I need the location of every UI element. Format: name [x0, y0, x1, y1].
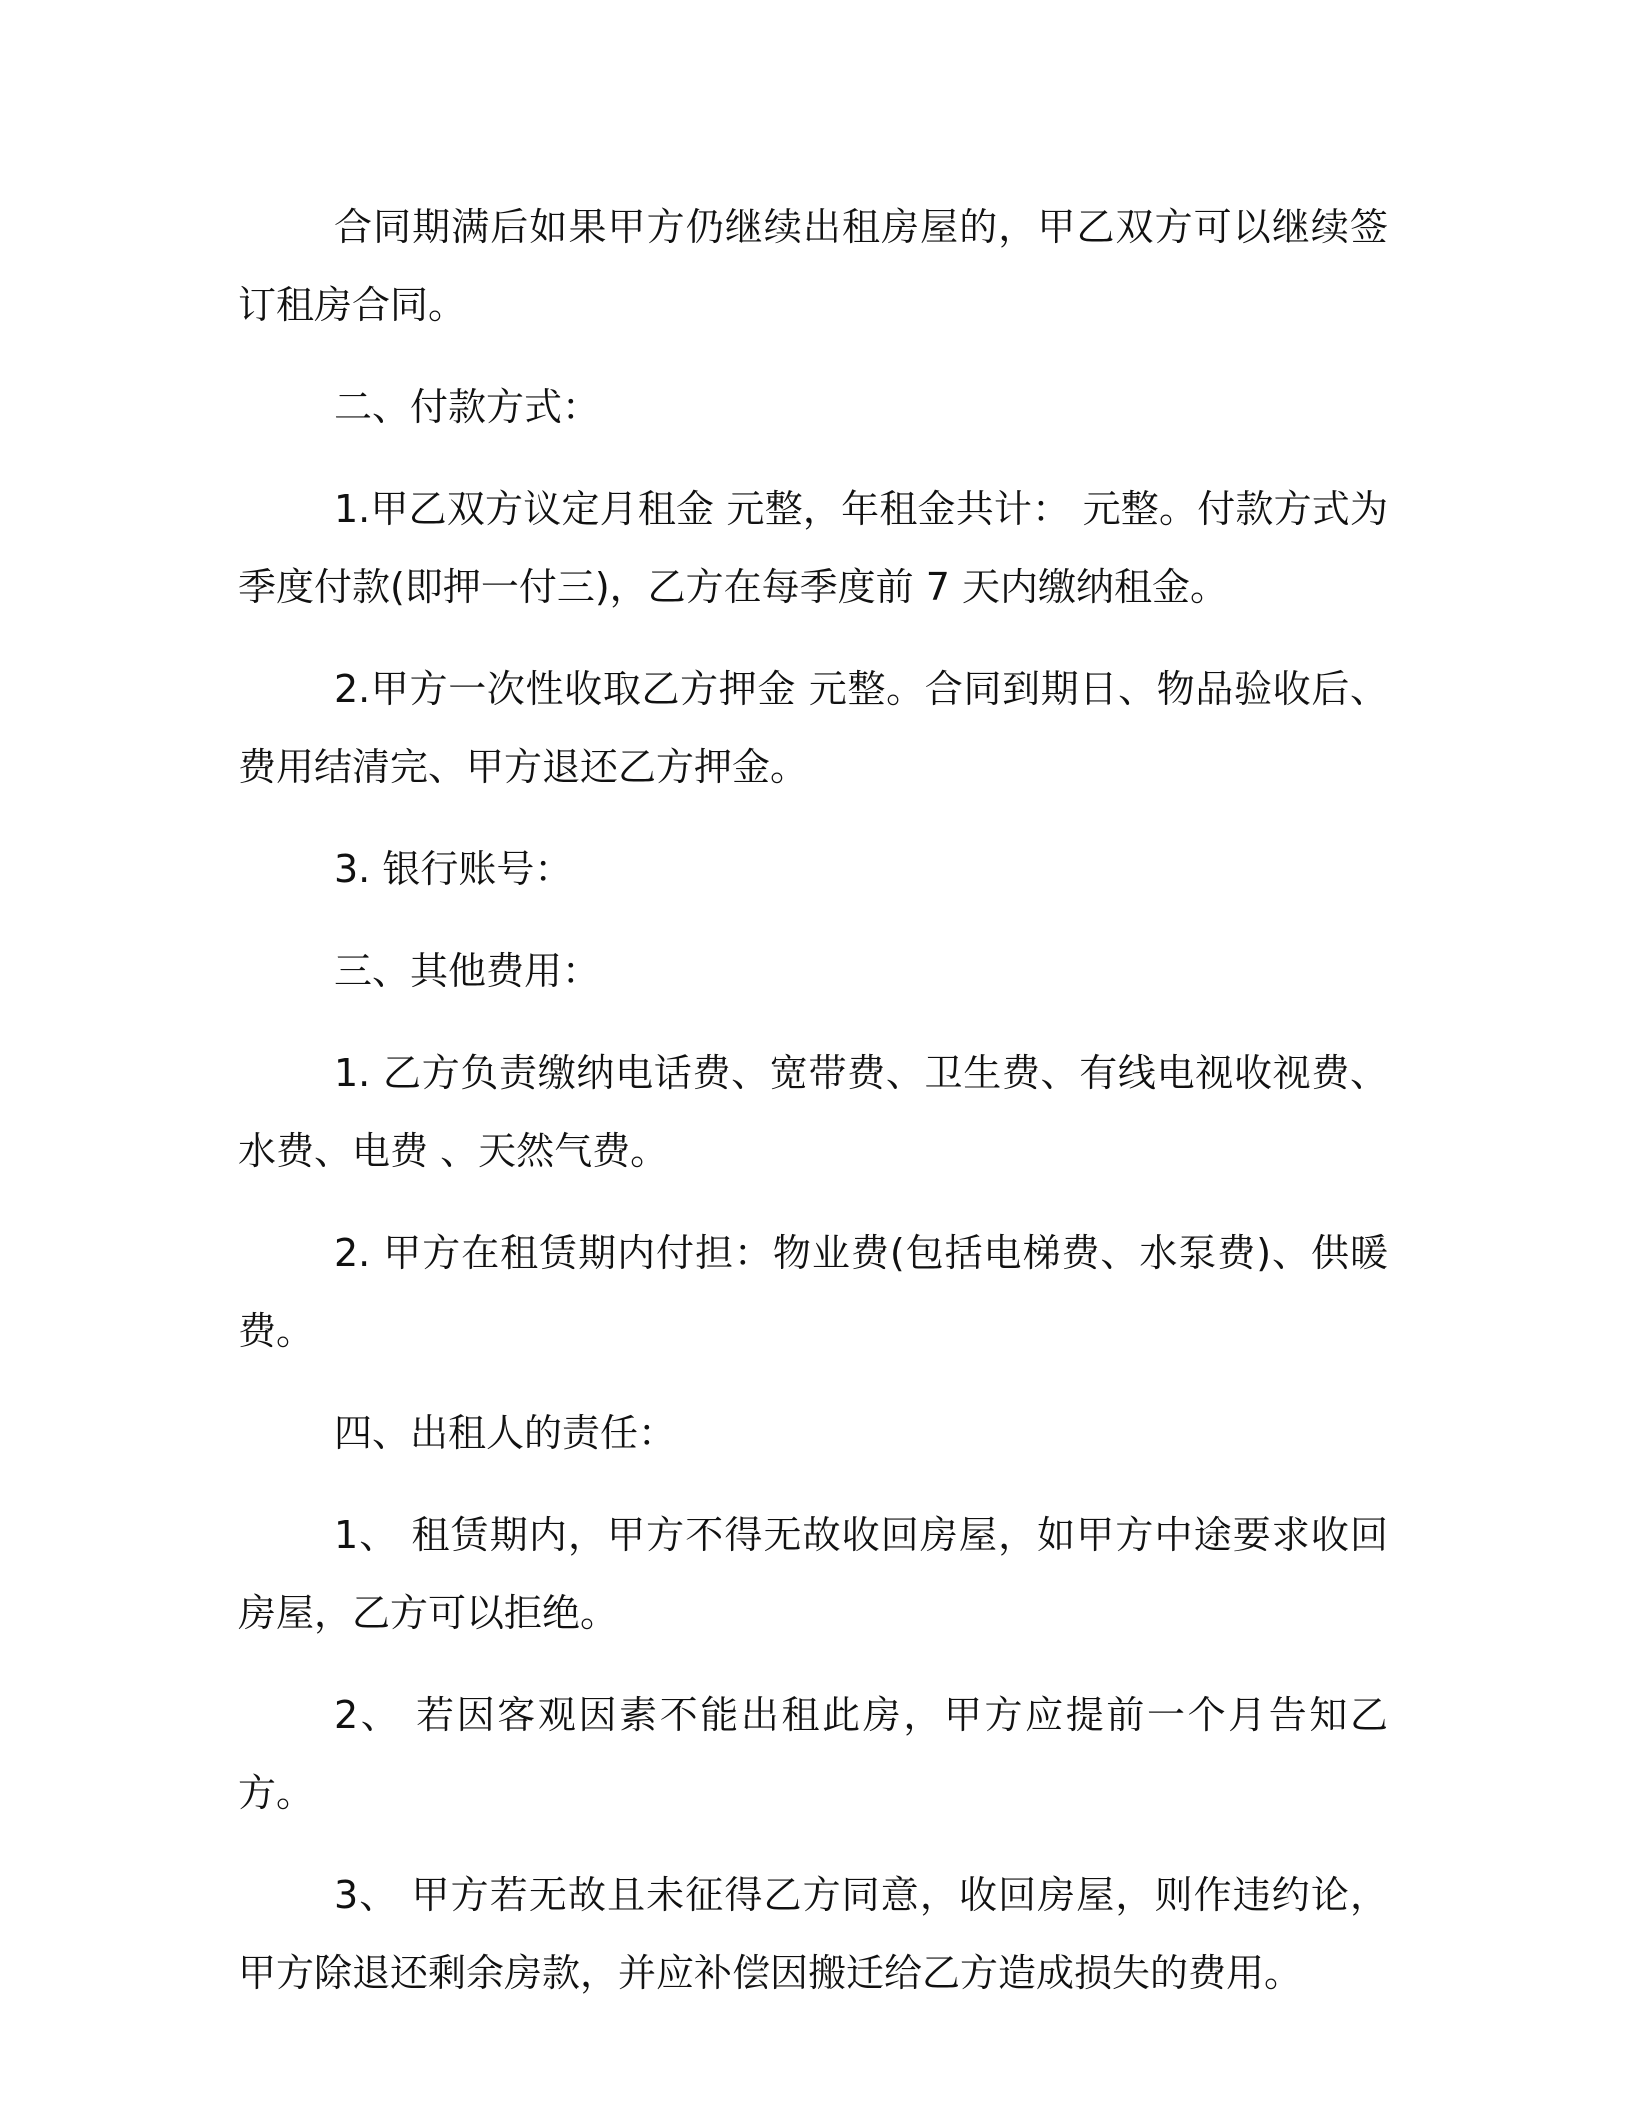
heading-lessor-responsibility: 四、出租人的责任： — [334, 1411, 677, 1455]
paragraph-renewal: 合同期满后如果甲方仍继续出租房屋的，甲乙双方可以继续签订租房合同。 — [238, 205, 1388, 327]
document-body — [238, 188, 1388, 2036]
heading-other-fees: 三、其他费用： — [334, 949, 601, 993]
paragraph-responsibility-2: 2、 若因客观因素不能出租此房，甲方应提前一个月告知乙方。 — [238, 1693, 1388, 1815]
paragraph-responsibility-3: 3、 甲方若无故且未征得乙方同意，收回房屋，则作违约论，甲方除退还剩余房款，并应补偿因搬迁给乙方造成损失的费用。 — [238, 1873, 1388, 1995]
paragraph-responsibility-1: 1、 租赁期内，甲方不得无故收回房屋，如甲方中途要求收回房屋，乙方可以拒绝。 — [238, 1513, 1388, 1635]
paragraph-bank-account: 3. 银行账号： — [334, 847, 573, 891]
heading-payment-method: 二、付款方式： — [334, 385, 601, 429]
paragraph-deposit: 2.甲方一次性收取乙方押金 元整。合同到期日、物品验收后、费用结清完、甲方退还乙方押金。 — [238, 667, 1388, 789]
paragraph-tenant-fees: 1. 乙方负责缴纳电话费、宽带费、卫生费、有线电视收视费、水费、电费 、天然气费。 — [238, 1051, 1388, 1173]
paragraph-rent-amount: 1.甲乙双方议定月租金 元整，年租金共计： 元整。付款方式为季度付款(即押一付三)，乙方在每季度前 7 天内缴纳租金。 — [238, 487, 1388, 609]
paragraph-landlord-fees: 2. 甲方在租赁期内付担：物业费(包括电梯费、水泵费)、供暖费。 — [238, 1231, 1388, 1353]
